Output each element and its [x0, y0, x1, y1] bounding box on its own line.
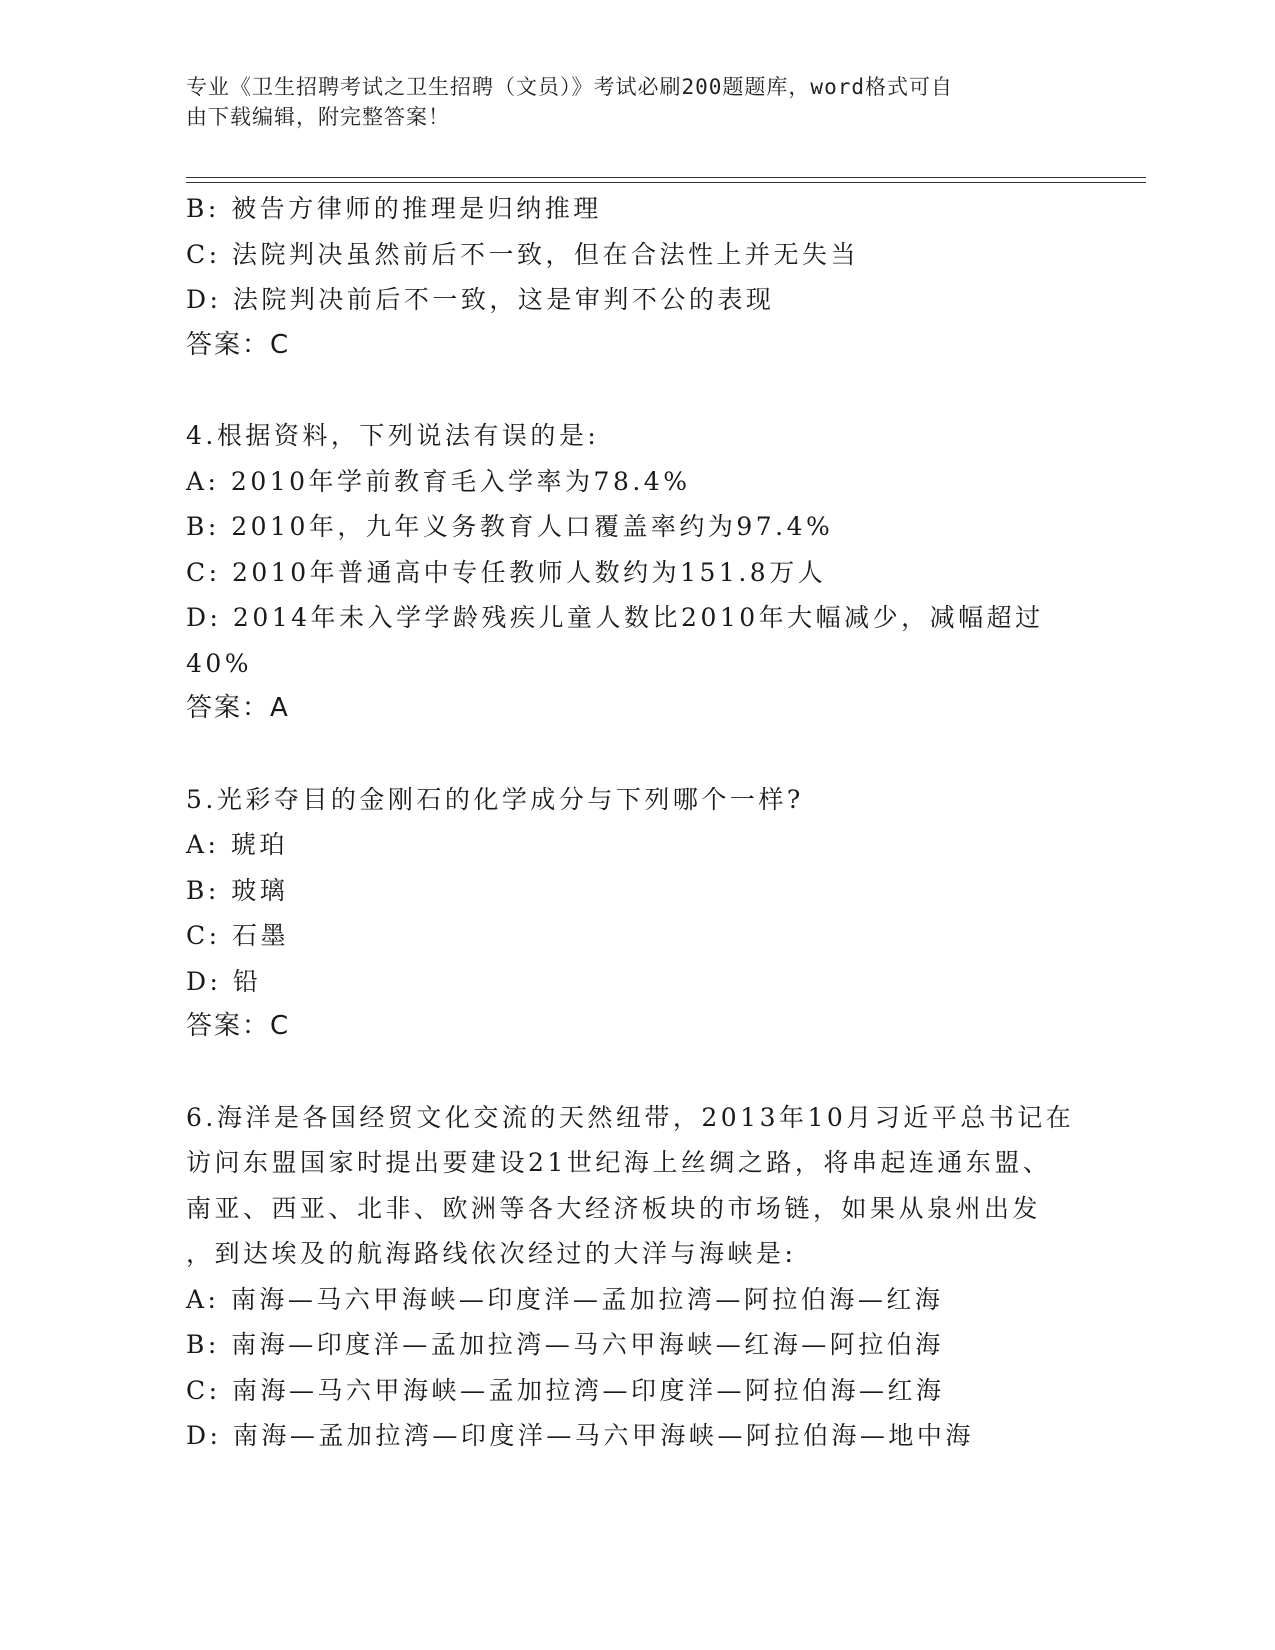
header-divider-bottom — [186, 182, 1146, 183]
question-5 — [186, 777, 1086, 1050]
question-3 — [186, 186, 1086, 368]
q6-question-line-4: ，到达埃及的航海路线依次经过的大洋与海峡是: — [186, 1239, 797, 1268]
q6-option-c: C: 南海—马六甲海峡—孟加拉湾—印度洋—阿拉伯海—红海 — [186, 1375, 945, 1405]
question-6 — [186, 1095, 1086, 1459]
spacer — [186, 1050, 1086, 1095]
q5-option-a: A: 琥珀 — [186, 830, 288, 859]
q4-option-d-continued: 40% — [186, 648, 253, 678]
header-divider-top — [186, 177, 1146, 178]
q6-question-line-3: 南亚、西亚、北非、欧洲等各大经济板块的市场链，如果从泉州出发 — [186, 1193, 1042, 1223]
q4-option-a: A: 2010年学前教育毛入学率为78.4% — [186, 466, 691, 496]
spacer — [186, 732, 1086, 777]
document-header — [186, 72, 1066, 132]
q4-option-b: B: 2010年，九年义务教育人口覆盖率约为97.4% — [186, 512, 834, 541]
q5-option-b: B: 玻璃 — [186, 875, 289, 905]
question-4 — [186, 413, 1086, 732]
q6-option-d: D: 南海—孟加拉湾—印度洋—马六甲海峡—阿拉伯海—地中海 — [186, 1421, 974, 1450]
q4-option-c: C: 2010年普通高中专任教师人数约为151.8万人 — [186, 557, 827, 587]
q6-question-line-1: 6.海洋是各国经贸文化交流的天然纽带，2013年10月习近平总书记在 — [186, 1102, 1075, 1132]
q4-question: 4.根据资料，下列说法有误的是: — [186, 421, 600, 450]
q4-option-d: D: 2014年未入学学龄残疾儿童人数比2010年大幅减少，减幅超过 — [186, 603, 1044, 632]
q5-answer: 答案：C — [186, 1011, 291, 1041]
header-line-2: 由下载编辑，附完整答案！ — [186, 105, 450, 129]
q3-answer: 答案：C — [186, 329, 291, 360]
q6-question-line-2: 访问东盟国家时提出要建设21世纪海上丝绸之路，将串起连通东盟、 — [186, 1148, 1052, 1177]
q5-option-c: C: 石墨 — [186, 921, 289, 950]
q6-option-a: A: 南海—马六甲海峡—印度洋—孟加拉湾—阿拉伯海—红海 — [186, 1284, 944, 1314]
q6-option-b: B: 南海—印度洋—孟加拉湾—马六甲海峡—红海—阿拉伯海 — [186, 1330, 944, 1359]
q3-option-b: B: 被告方律师的推理是归纳推理 — [186, 194, 602, 223]
q5-question: 5.光彩夺目的金刚石的化学成分与下列哪个一样? — [186, 784, 804, 814]
q3-option-d: D: 法院判决前后不一致，这是审判不公的表现 — [186, 285, 775, 314]
header-line-1: 专业《卫生招聘考试之卫生招聘（文员）》考试必刷200题题库，word格式可自 — [186, 75, 953, 99]
q5-option-d: D: 铅 — [186, 966, 262, 996]
q4-answer: 答案：A — [186, 693, 290, 723]
q3-option-c: C: 法院判决虽然前后不一致，但在合法性上并无失当 — [186, 239, 860, 269]
spacer — [186, 368, 1086, 413]
question-content — [186, 186, 1086, 1459]
